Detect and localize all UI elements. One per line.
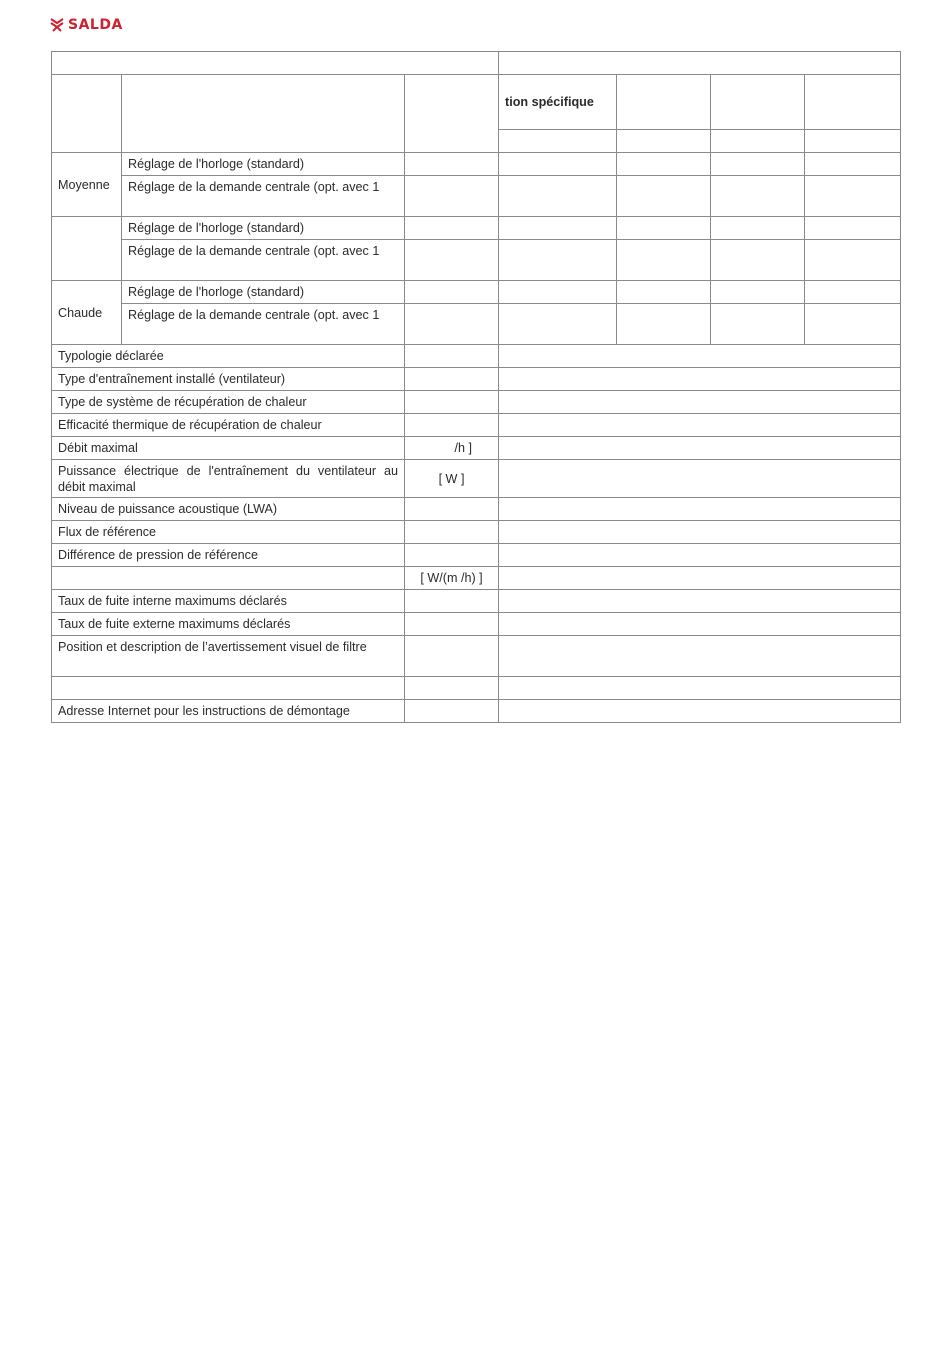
property-label: Type de système de récupération de chaleur (52, 391, 405, 414)
value-cell (499, 677, 901, 700)
table-row (52, 304, 901, 345)
table-cell (122, 75, 405, 153)
table-cell (52, 75, 122, 153)
table-row (52, 345, 901, 368)
property-label: Taux de fuite interne maximums déclarés (52, 590, 405, 613)
table-cell (617, 240, 711, 281)
table-row (52, 544, 901, 567)
table-cell (405, 75, 499, 153)
property-label: Typologie déclarée (52, 345, 405, 368)
table-cell (52, 52, 499, 75)
table-row (52, 700, 901, 723)
table-row (52, 567, 901, 590)
table-row (52, 153, 901, 176)
unit-cell (405, 498, 499, 521)
table-cell (617, 75, 711, 130)
property-label: Débit maximal (52, 437, 405, 460)
unit-cell (405, 700, 499, 723)
brand-name: SALDA (68, 17, 123, 33)
table-cell (805, 304, 901, 345)
table-row (52, 52, 901, 75)
table-cell (405, 281, 499, 304)
unit-cell (405, 636, 499, 677)
property-label: Puissance électrique de l'entraînement du ventilateur au débit maximal (52, 460, 405, 498)
unit-cell (405, 345, 499, 368)
table-cell (405, 304, 499, 345)
unit-cell: [ W/(m /h) ] (405, 567, 499, 590)
property-label: Flux de référence (52, 521, 405, 544)
control-label: Réglage de l'horloge (standard) (122, 217, 405, 240)
table-cell (499, 176, 617, 217)
value-cell (499, 590, 901, 613)
value-cell (499, 498, 901, 521)
table-row (52, 391, 901, 414)
unit-cell (405, 544, 499, 567)
value-cell (499, 613, 901, 636)
value-cell (499, 460, 901, 498)
table-cell (711, 153, 805, 176)
value-cell (499, 544, 901, 567)
table-cell (617, 130, 711, 153)
control-label: Réglage de l'horloge (standard) (122, 153, 405, 176)
table-row (52, 590, 901, 613)
table-cell (499, 217, 617, 240)
property-label: Type d'entraînement installé (ventilateur) (52, 368, 405, 391)
table-cell (499, 304, 617, 345)
control-label: Réglage de la demande centrale (opt. avec 1 (122, 176, 405, 217)
table-row (52, 217, 901, 240)
property-label: Efficacité thermique de récupération de chaleur (52, 414, 405, 437)
table-row (52, 176, 901, 217)
table-row (52, 240, 901, 281)
header-cell: tion spécifique (499, 75, 617, 130)
table-cell (805, 130, 901, 153)
unit-cell (405, 521, 499, 544)
climate-label: Moyenne (52, 153, 122, 217)
control-label: Réglage de l'horloge (standard) (122, 281, 405, 304)
control-label: Réglage de la demande centrale (opt. avec 1 (122, 240, 405, 281)
table-cell (617, 304, 711, 345)
table-cell (617, 217, 711, 240)
property-label: Adresse Internet pour les instructions de démontage (52, 700, 405, 723)
value-cell (499, 391, 901, 414)
property-label: Différence de pression de référence (52, 544, 405, 567)
table-cell (617, 281, 711, 304)
value-cell (499, 368, 901, 391)
table-cell (499, 130, 617, 153)
table-cell (711, 130, 805, 153)
specification-table (51, 51, 901, 723)
table-cell (805, 75, 901, 130)
table-row (52, 414, 901, 437)
value-cell (499, 414, 901, 437)
unit-cell (405, 590, 499, 613)
climate-label (52, 217, 122, 281)
table-row (52, 437, 901, 460)
table-cell (711, 75, 805, 130)
table-row (52, 75, 901, 130)
table-cell (805, 281, 901, 304)
table-cell (499, 281, 617, 304)
table-cell (617, 153, 711, 176)
unit-cell: /h ] (405, 437, 499, 460)
brand-logo (50, 17, 123, 33)
table-row (52, 521, 901, 544)
table-cell (711, 217, 805, 240)
unit-cell (405, 391, 499, 414)
table-cell (405, 217, 499, 240)
table-row (52, 498, 901, 521)
property-label: Niveau de puissance acoustique (LWA) (52, 498, 405, 521)
climate-label: Chaude (52, 281, 122, 345)
value-cell (499, 345, 901, 368)
table-cell (805, 176, 901, 217)
table-cell (805, 153, 901, 176)
table-cell (405, 176, 499, 217)
table-cell (805, 240, 901, 281)
property-label: Taux de fuite externe maximums déclarés (52, 613, 405, 636)
table-cell (499, 52, 901, 75)
unit-cell (405, 613, 499, 636)
table-cell (405, 240, 499, 281)
table-cell (711, 240, 805, 281)
table-row (52, 368, 901, 391)
value-cell (499, 567, 901, 590)
table-row (52, 677, 901, 700)
table-cell (711, 281, 805, 304)
value-cell (499, 437, 901, 460)
table-cell (711, 304, 805, 345)
table-row (52, 460, 901, 498)
table-cell (805, 217, 901, 240)
table-cell (617, 176, 711, 217)
value-cell (499, 521, 901, 544)
control-label: Réglage de la demande centrale (opt. avec 1 (122, 304, 405, 345)
property-label (52, 567, 405, 590)
unit-cell: [ W ] (405, 460, 499, 498)
table-row (52, 613, 901, 636)
table-cell (405, 153, 499, 176)
table-cell (711, 176, 805, 217)
table-cell (499, 153, 617, 176)
table-row (52, 636, 901, 677)
property-label (52, 677, 405, 700)
unit-cell (405, 368, 499, 391)
value-cell (499, 700, 901, 723)
unit-cell (405, 414, 499, 437)
value-cell (499, 636, 901, 677)
table-row (52, 281, 901, 304)
property-label: Position et description de l’avertissement visuel de filtre (52, 636, 405, 677)
table-cell (499, 240, 617, 281)
unit-cell (405, 677, 499, 700)
salda-logo-icon (50, 18, 64, 32)
